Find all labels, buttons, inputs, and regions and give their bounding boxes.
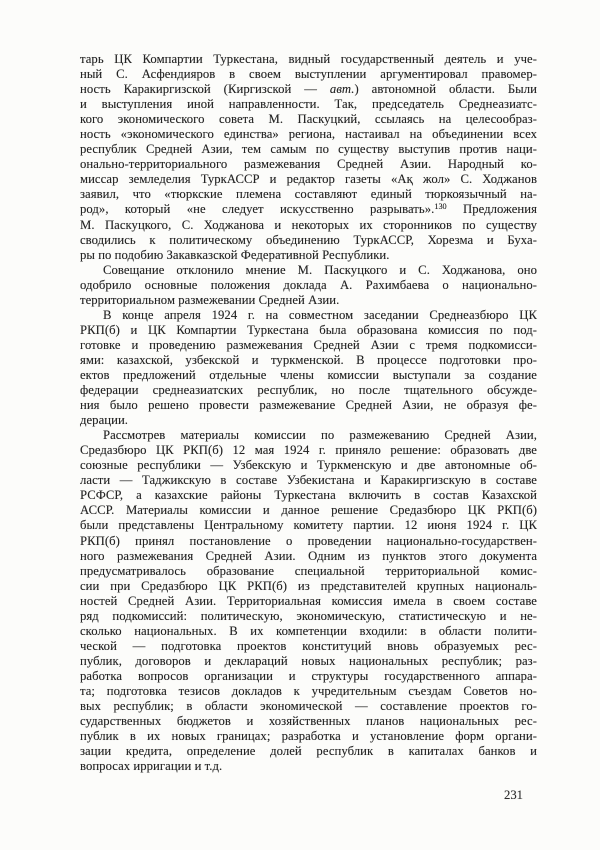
text-line: ектов предложений отдельные члены комиссии выступали за создание: [80, 367, 537, 382]
text-line: публик, договоров и деклараций новых национальных республик; раз-: [80, 653, 537, 668]
text-line: работка вопросов организации и структуры государственного аппара-: [80, 668, 537, 683]
text-block: [80, 52, 537, 774]
text-line: онально-территориального размежевания Средней Азии. Народный ко-: [80, 157, 537, 172]
text-line: тарь ЦК Компартии Туркестана, видный государственный деятель и уче-: [80, 52, 537, 66]
text-line: [80, 82, 537, 97]
text-line: сии при Средазбюро ЦК РКП(б) из представителей крупных националь-: [80, 578, 537, 593]
text-line: АССР. Материалы комиссии и данное решение Средазбюро ЦК РКП(б): [80, 503, 537, 518]
text-line: Рассмотрев материалы комиссии по размежеванию Средней Азии,: [103, 428, 537, 443]
text-line: федерации среднеазиатских республик, но после тщательного обсужде-: [80, 383, 537, 398]
text-line: [80, 202, 537, 217]
text-line: ность «экономического единства» региона, настаивал на объединении всех: [80, 127, 537, 142]
text-line: зации кредита, определение долей республик в капиталах банков и: [80, 744, 537, 759]
text-line: РКП(б) принял постановление о проведении национально-государствен-: [80, 533, 537, 548]
text-run: ность Каракиргизской (Киргизской —: [80, 82, 330, 97]
text-line: ностей Средней Азии. Территориальная комиссия имела в своем составе: [80, 593, 537, 608]
text-line: республик Средней Азии, тем самым по существу выступив против наци-: [80, 142, 537, 157]
paragraph: [80, 428, 537, 774]
text-line: РСФСР, а казахские районы Туркестана включить в состав Казахской: [80, 488, 537, 503]
text-line: ный С. Асфендияров в своем выступлении аргументировал правомер-: [80, 67, 537, 82]
text-line: миссар земледелия ТуркАССР и редактор газеты «Ақ жол» С. Ходжанов: [80, 172, 537, 187]
text-line: заявил, что «тюркские племена составляют единый тюркоязычный на-: [80, 187, 537, 202]
text-line: ями: казахской, узбекской и туркменской. В процессе подготовки про-: [80, 352, 537, 367]
page-number-value: 231: [503, 788, 523, 802]
text-line: та; подготовка тезисов докладов к учредительным съездам Советов но-: [80, 683, 537, 698]
text-line: сводились к политическому объединению ТуркАССР, Хорезма и Буха-: [80, 232, 537, 247]
text-line: готовке и проведению размежевания Средней Азии с тремя подкомисси-: [80, 337, 537, 352]
text-run: род», который «не следует искусственно разрывать».: [80, 202, 435, 217]
text-line: ряд подкомиссий: политическую, экономическую, статистическую и не-: [80, 608, 537, 623]
text-line: РКП(б) и ЦК Компартии Туркестана была образована комиссия по под-: [80, 322, 537, 337]
text-line: сколько национальных. В их компетенции входили: в области полити-: [80, 623, 537, 638]
paragraph: [80, 52, 537, 263]
text-line: кого экономического совета М. Паскуцкий, ссылаясь на целесообраз-: [80, 112, 537, 127]
text-line: публик в их новых границах; разработка и установление форм органи-: [80, 729, 537, 744]
text-line: и выступления иной направленности. Так, председатель Среднеазиатс-: [80, 97, 537, 112]
text-line: Совещание отклонило мнение М. Паскуцкого и С. Ходжанова, оно: [103, 262, 537, 277]
text-line: союзные республики — Узбекскую и Туркменскую и две автономные об-: [80, 458, 537, 473]
text-line: М. Паскуцкого, С. Ходжанова и некоторых их сторонников по существу: [80, 217, 537, 232]
text-line: вых республик; в области экономической — составление проектов го-: [80, 699, 537, 714]
text-line: В конце апреля 1924 г. на совместном заседании Среднеазбюро ЦК: [103, 307, 537, 322]
text-line: вопросах ирригации и т.д.: [80, 759, 223, 774]
page-number: [80, 788, 537, 803]
text-line: дерации.: [80, 413, 129, 428]
text-line: предусматривалось образование специальной территориальной комис-: [80, 563, 537, 578]
text-line: ческой — подготовка проектов конституций вновь образуемых рес-: [80, 638, 537, 653]
text-line: одобрило основные положения доклада А. Рахимбаева о национально-: [80, 277, 537, 292]
text-line: были представлены Центральному комитету партии. 12 июня 1924 г. ЦК: [80, 518, 537, 533]
paragraph: [80, 263, 537, 308]
text-line: Средазбюро ЦК РКП(б) 12 мая 1924 г. приняло решение: образовать две: [80, 443, 537, 458]
text-run: Предложения: [446, 202, 537, 217]
text-run: ) автономной области. Были: [354, 82, 537, 97]
text-line: территориальном размежевании Средней Азии.: [80, 292, 340, 307]
text-line: сударственных бюджетов и хозяйственных планов национальных рес-: [80, 714, 537, 729]
text-line: ного размежевания Средней Азии. Одним из пунктов этого документа: [80, 548, 537, 563]
text-line: ры по подобию Закавказской Федеративной Республики.: [80, 247, 390, 262]
paragraph: [80, 308, 537, 428]
italic-run: авт.: [329, 82, 355, 97]
text-line: ния было решено провести размежевание Средней Азии, не образуя фе-: [80, 398, 537, 413]
text-line: ласти — Таджикскую в составе Узбекистана и Каракиргизскую в составе: [80, 473, 537, 488]
footnote-marker: 130: [434, 202, 447, 212]
